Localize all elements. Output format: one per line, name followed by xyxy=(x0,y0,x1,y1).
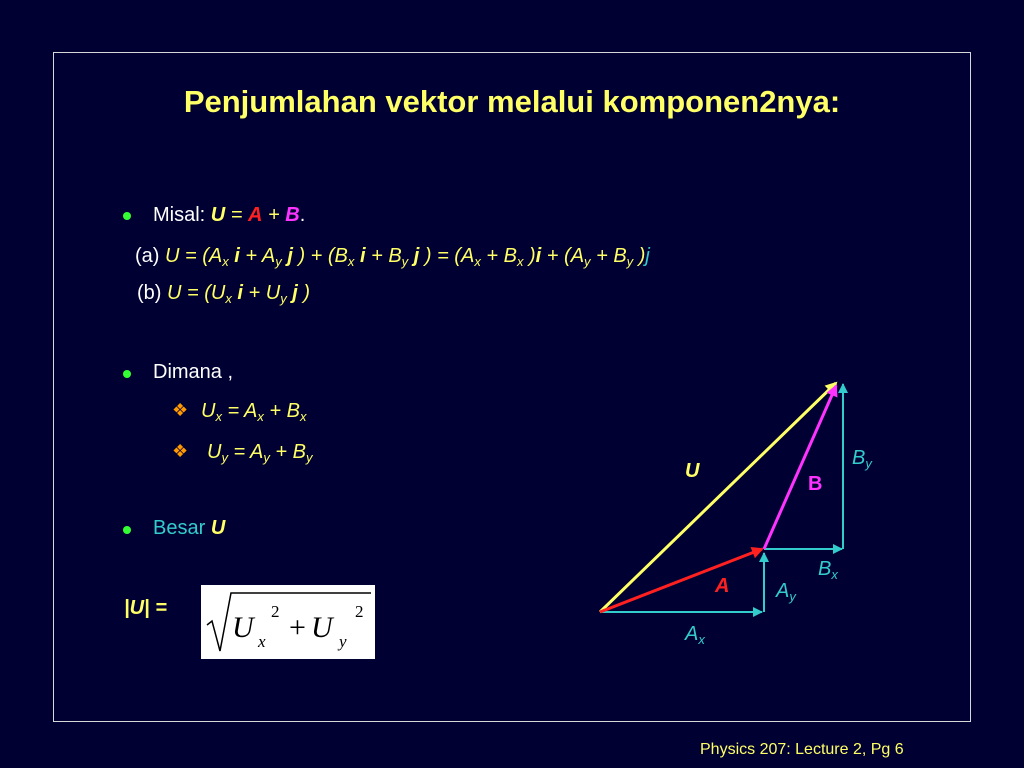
slide-title: Penjumlahan vektor melalui komponen2nya: xyxy=(183,84,841,119)
vector-b xyxy=(764,386,836,549)
label-u: U xyxy=(685,460,700,482)
svg-text:U: U xyxy=(311,611,333,644)
bullet-misal: Misal: U = A + B. xyxy=(153,204,306,226)
svg-text:2: 2 xyxy=(271,602,280,621)
slide-footer: Physics 207: Lecture 2, Pg 6 xyxy=(700,741,904,758)
svg-text:U: U xyxy=(232,611,254,644)
sub-bullet-uy: $U_y = A_y + B_y$ xyxy=(207,441,313,465)
svg-text:2: 2 xyxy=(355,602,364,621)
svg-text:x: x xyxy=(258,632,266,651)
equation-a: (a) $U = (A_x$ $i + A_y$ j ) + ($B_x$ $i + B_y$ j ) = ($A_x + B_x$ )$i + (A_y + B_y$ )j xyxy=(135,245,650,269)
bullet-besar: Besar U xyxy=(153,517,226,539)
label-bx: $B_x$ xyxy=(818,558,838,582)
vector-a xyxy=(600,549,762,612)
diamond-bullet-icon: ❖ xyxy=(172,400,189,420)
label-ay: $A_y$ xyxy=(776,580,796,604)
label-a: A xyxy=(715,575,730,597)
magnitude-label: |U| = xyxy=(124,597,167,619)
svg-text:y: y xyxy=(339,632,347,651)
svg-text:+: + xyxy=(289,611,306,644)
equation-b: (b) $U = (U_x$ $i + U_y$ j ) xyxy=(137,282,311,306)
sub-bullet-ux: $U_x = A_x + B_x$ xyxy=(201,400,307,424)
bullet-dimana: Dimana , xyxy=(153,361,234,383)
diamond-bullet-icon: ❖ xyxy=(172,441,189,461)
label-b: B xyxy=(808,473,823,495)
label-ax: $A_x$ xyxy=(685,623,705,647)
label-by: $B_y$ xyxy=(852,447,872,471)
